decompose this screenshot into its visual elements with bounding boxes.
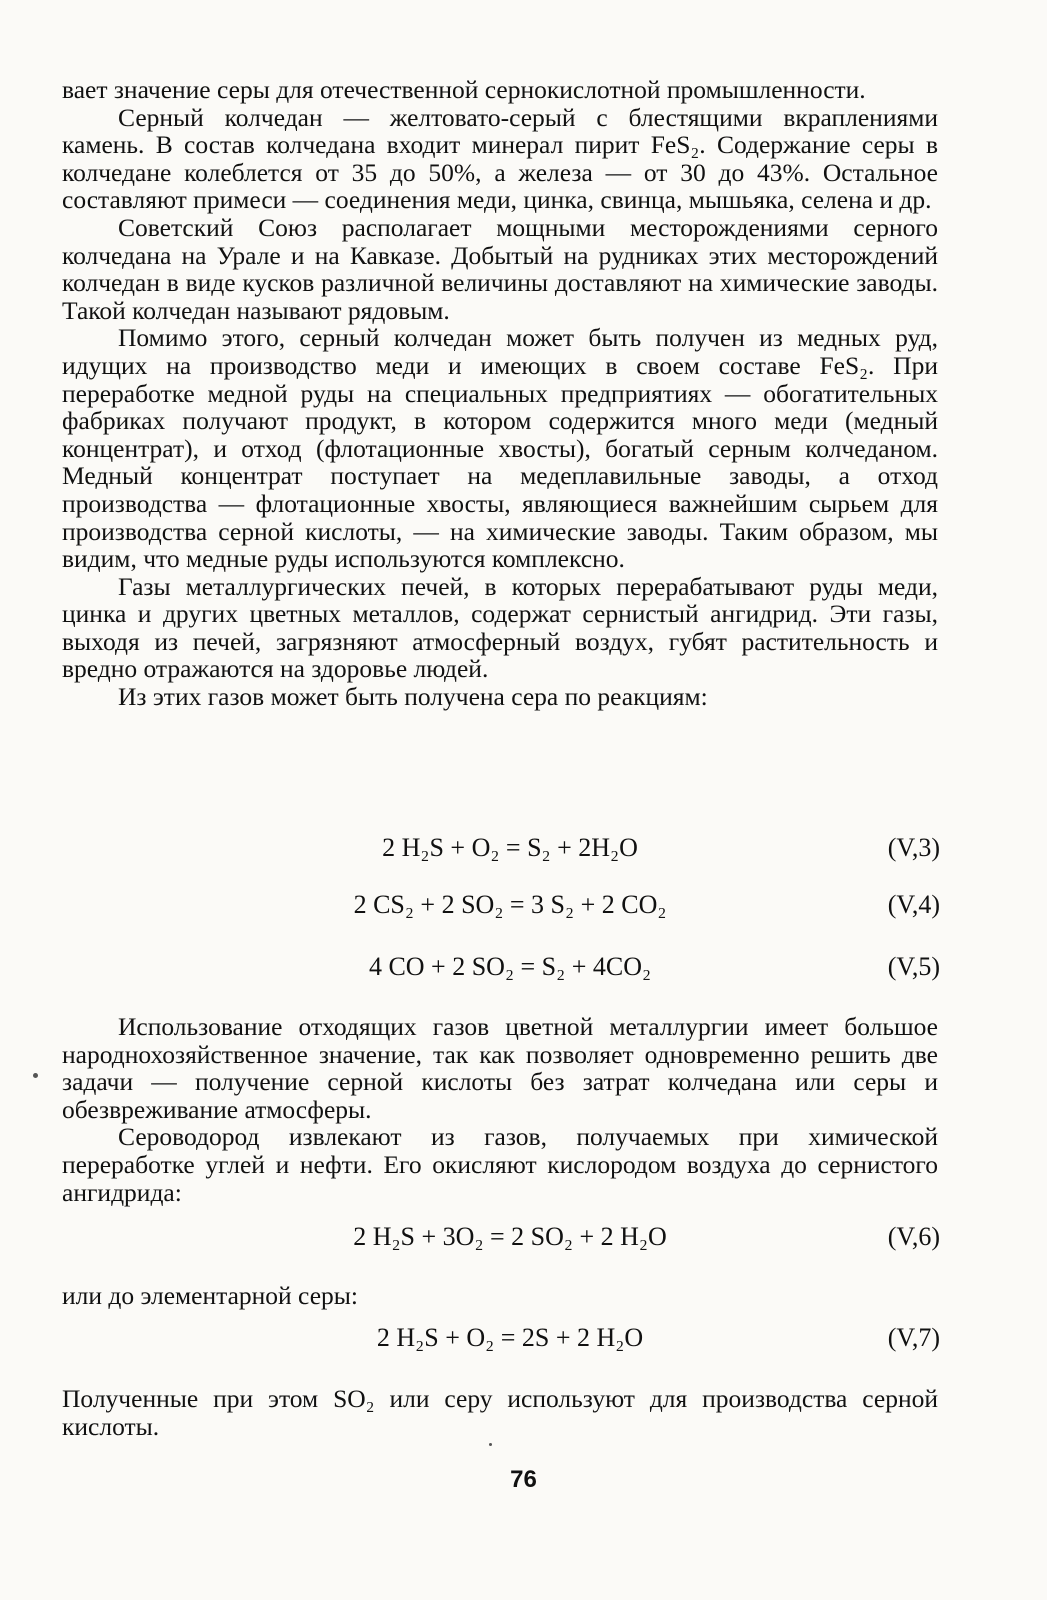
paragraph-conclusion: Полученные при этом SO₂ или серу используют для производства серной кислоты. xyxy=(62,1384,938,1441)
paragraph-pyrite: Серный колчедан — желтовато-серый с блестящими вкраплениями камень. В состав колчедана входит минерал пирит FeS₂. Содержание серы в колчедане колеблется от 35 до 50%, а железа — от 30 до 43%. Остальное составляют примеси — соединения меди, цинка, свинца, мышьяка, селена и др. xyxy=(62,102,938,215)
equation-number: (V,5) xyxy=(887,952,940,981)
paragraph-hydrogen-sulfide: Сероводород извлекают из газов, получаемых при химической переработке углей и нефти. Его окисляют кислородом воздуха до сернистого ангидрида: xyxy=(62,1122,938,1207)
equation-number: (V,4) xyxy=(887,890,940,919)
equation-number: (V,6) xyxy=(887,1222,940,1251)
paragraph-deposits: Советский Союз располагает мощными месторождениями серного колчедана на Урале и на Кавказе. Добытый на рудниках этих месторождений колчедан в виде кусков различной величины доставляют на химические заводы. Такой колчедан называют рядовым. xyxy=(62,212,938,325)
text-block-4 xyxy=(62,1385,938,1440)
scan-dot-mark xyxy=(489,1443,492,1446)
equation-formula: 2 CS₂ + 2 SO₂ = 3 S₂ + 2 CO₂ xyxy=(353,890,667,919)
text-block-1 xyxy=(62,76,938,711)
paragraph-copper-ores: Помимо этого, серный колчедан может быть получен из медных руд, идущих на производство меди и имеющих в своем составе FeS₂. При переработке медной руды на специальных предприятиях — обогатительных фабриках получают продукт, в котором содержится много меди (медный концентрат), и отход (флотационные хвосты), богатый серным колчеданом. Медный концентрат поступает на медеплавильные заводы, а отход производства — флотационные хвосты, являющиеся важнейшим сырьем для производства серной кислоты, — на химические заводы. Таким образом, мы видим, что медные руды используются комплексно. xyxy=(62,323,938,574)
paragraph-continuation: вает значение серы для отечественной сернокислотной промышленности. xyxy=(62,75,866,104)
equation-number: (V,7) xyxy=(887,1323,940,1352)
paragraph-elemental-sulfur: или до элементарной серы: xyxy=(62,1281,358,1310)
paragraph-reactions-intro: Из этих газов может быть получена сера по реакциям: xyxy=(118,682,708,712)
equation-formula: 4 CO + 2 SO₂ = S₂ + 4CO₂ xyxy=(368,952,652,981)
equation-formula: 2 H₂S + O₂ = 2S + 2 H₂O xyxy=(376,1323,644,1352)
text-block-2 xyxy=(62,1013,938,1206)
equation-formula: 2 H₂S + O₂ = S₂ + 2H₂O xyxy=(382,833,638,862)
equation-formula: 2 H₂S + 3O₂ = 2 SO₂ + 2 H₂O xyxy=(353,1222,667,1251)
paragraph-waste-gases: Использование отходящих газов цветной металлургии имеет большое народнохозяйственное значение, так как позволяет одновременно решить две задачи — получение серной кислоты без затрат колчедана или серы и обезвреживание атмосферы. xyxy=(62,1012,938,1124)
text-block-3 xyxy=(62,1282,938,1310)
paragraph-metallurgical-gases: Газы металлургических печей, в которых перерабатывают руды меди, цинка и других цветных металлов, содержат сернистый ангидрид. Эти газы, выходя из печей, загрязняют атмосферный воздух, губят растительность и вредно отражаются на здоровье людей. xyxy=(62,571,938,684)
margin-dot-mark xyxy=(33,1073,38,1078)
equation-number: (V,3) xyxy=(887,833,940,862)
page-number: 76 xyxy=(510,1466,537,1493)
